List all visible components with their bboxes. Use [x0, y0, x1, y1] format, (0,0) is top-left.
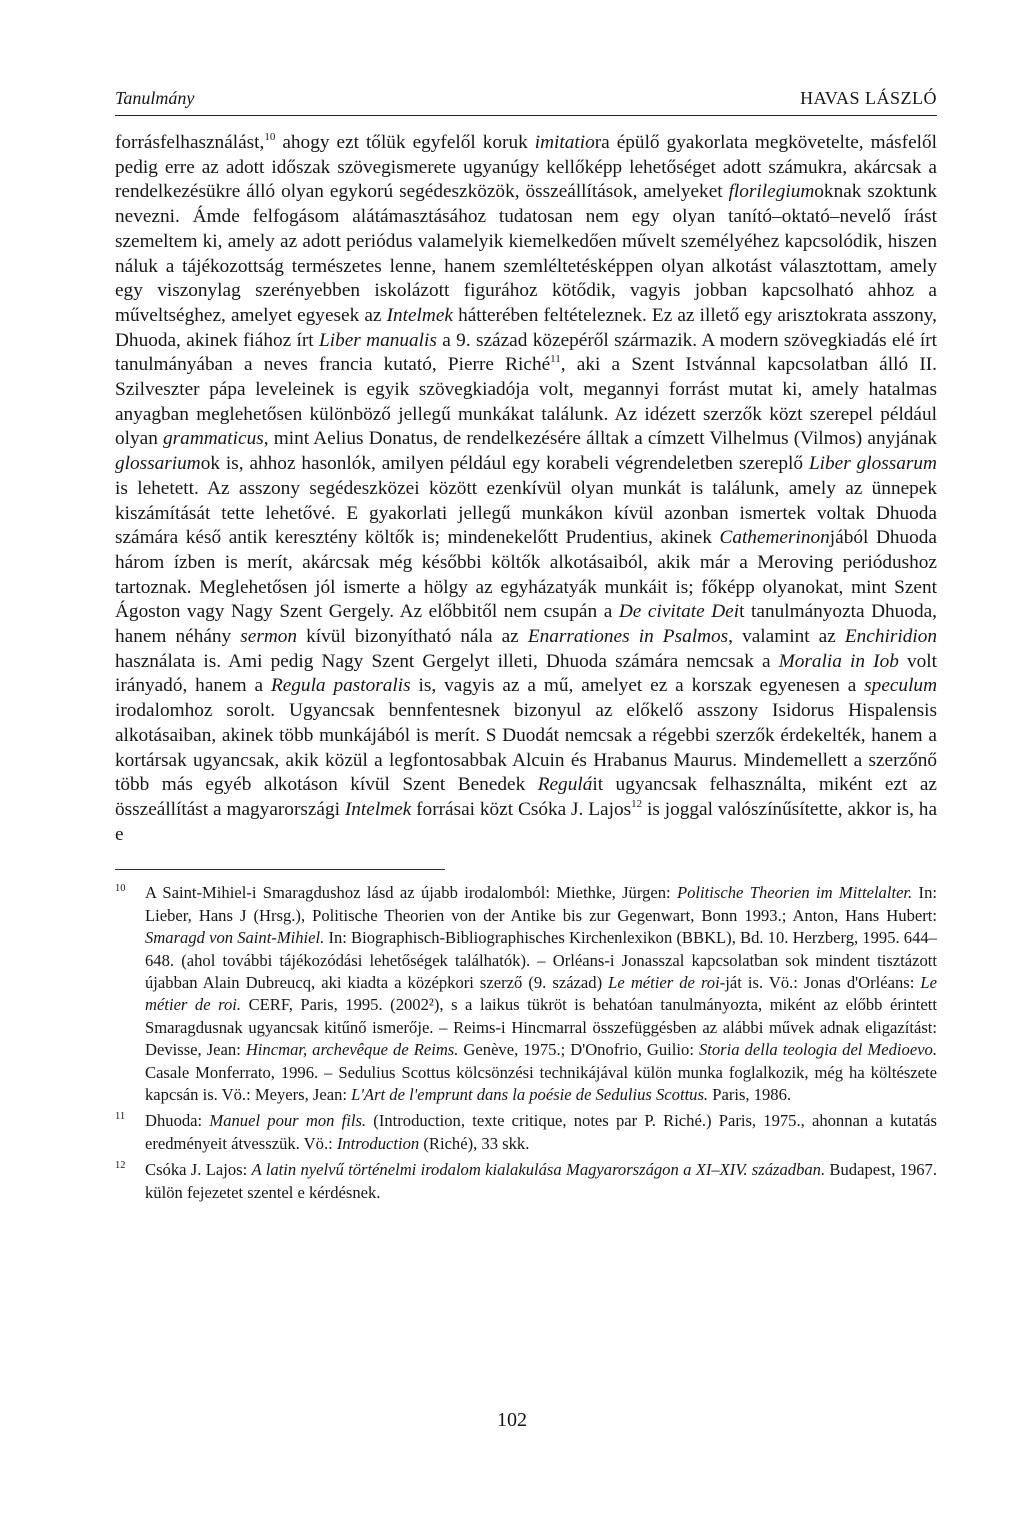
footnote-10 — [115, 882, 937, 1106]
text-run: volt irányadó, hanem a — [115, 650, 937, 697]
italic-term: speculum — [864, 675, 937, 697]
footnotes — [115, 882, 937, 1204]
text-run: t tanulmányozta Dhuoda, hanem néhány — [115, 601, 937, 648]
text-run: , aki a Szent Istvánnal kapcsolatban álló II. Szilveszter pápa leveleinek is egyik szövegkiadója volt, megannyi forrást mutat ki, amely hatalmas anyagban meglehetősen különböző jellegű munkákat találunk. Az idézett szerzők közt szerepel például olyan — [115, 354, 937, 450]
text-run: irodalomhoz sorolt. Ugyancsak bennfentesnek bizonyul az előkelő asszony Isidorus Hispalensis alkotásaiban, akinek több munkájából is merít. S Duodát nemcsak a régebbi szerzők érdekelték, hanem a kortársak ugyancsak, akik közül a legfontosabbak Alcuin és Hrabanus Maurus. Mindemellett a szerzőnő több más egyéb alkotáson kívül Szent Benedek — [115, 700, 937, 796]
italic-term: sermon — [240, 626, 298, 648]
body-paragraph — [115, 131, 937, 847]
footnote-ref-11[interactable]: 11 — [550, 353, 561, 366]
italic-title: Intelmek — [386, 304, 453, 326]
italic-title: Storia della teologia del Medioevo. — [698, 1040, 938, 1060]
italic-title: Liber manualis — [319, 329, 437, 351]
italic-title: Regulá — [537, 774, 593, 796]
text-run: Paris, 1986. — [708, 1085, 792, 1105]
footnote-number: 12 — [115, 1160, 126, 1172]
text-run: it ugyancsak felhasználta, miként ezt az összeállítást a magyarországi — [115, 774, 937, 820]
footnote-number: 11 — [115, 1111, 126, 1123]
text-run: hátterében feltételeznek. Ez az illető egy arisztokrata asszony, Dhuoda, akinek fiához írt — [115, 304, 937, 351]
text-run: CERF, Paris, 1995. (2002²), s a laikus tükröt is behatóan tanulmányozta, miként az előbb érintett Smaragdusnak ugyancsak kitűnő ismerője. – Reims-i Hincmarral összefüggésben az alábbi művek adnak eligazítást: Devisse, Jean: — [145, 995, 937, 1060]
text-run: is, vagyis az a mű, amelyet ez a korszak egyenesen a — [410, 675, 865, 697]
italic-title: Manuel pour mon fils. — [209, 1111, 367, 1131]
text-run: Csóka J. Lajos: — [145, 1160, 252, 1180]
text-run: jából Dhuoda három ízben is merít, akárcsak még későbbi költők alkotásaiból, akik már a Meroving periódushoz tartoznak. Meglehetősen jól ismerte a hölgy az egyházatyák munkáit is; főképp olyanokat, mint Szent Ágoston vagy Nagy Szent Gergely. Az előbbitől nem csupán a — [115, 527, 937, 623]
text-run: kívül bizonyítható nála az — [297, 626, 528, 648]
text-run: , valamint az — [728, 626, 845, 648]
footnote-ref-12[interactable]: 12 — [631, 797, 643, 810]
italic-term: florilegium — [728, 181, 815, 203]
text-run: -ját is. Vö.: Jonas d'Orléans: — [719, 973, 921, 993]
text-run: In: Lieber, Hans J (Hrsg.), Politische Theorien von der Antike bis zur Gegenwart, Bonn 1993.; Anton, Hans Hubert: — [145, 883, 937, 925]
italic-title: Le métier de roi. — [145, 973, 937, 1015]
author-name: HAVAS LÁSZLÓ — [800, 88, 937, 108]
italic-title: Intelmek — [344, 798, 412, 820]
italic-term: grammaticus — [163, 428, 264, 450]
text-run: forrásai közt Csóka J. Lajos — [411, 798, 632, 820]
page-content — [115, 88, 937, 1208]
text-run: a 9. század közepéről származik. A modern szövegkiadás elé írt tanulmányában a neves francia kutató, Pierre Riché — [115, 329, 938, 376]
footnote-ref-10[interactable]: 10 — [264, 131, 276, 143]
text-run: Dhuoda: — [145, 1111, 210, 1131]
text-run: ok is, ahhoz hasonlók, amilyen például egy korabeli végrendeletben szereplő — [200, 453, 809, 475]
text-run: In: Biographisch-Bibliographisches Kirchenlexikon (BBKL), Bd. 10. Herzberg, 1995. 644–648. (ahol további tájékozódási lehetőségek találhatók). – Orléans-i Jonasszal kapcsolatban sok mindent tisztázott újabban Alain Dubreucq, aki kiadta a középkori szerző (9. század) — [145, 928, 937, 993]
text-run: A Saint-Mihiel-i Smaragdushoz lásd az újabb irodalomból: Miethke, Jürgen: — [145, 883, 677, 903]
italic-title: L'Art de l'emprunt dans la poésie de Sedulius Scottus. — [351, 1085, 709, 1105]
text-run: , mint Aelius Donatus, de rendelkezésére álltak a címzett Vilhelmus (Vilmos) anyjának — [263, 428, 937, 450]
footnote-11 — [115, 1110, 937, 1155]
footnote-divider — [115, 869, 445, 870]
italic-title: Moralia in Iob — [778, 650, 899, 672]
italic-title: Cathemerinon — [719, 527, 830, 549]
running-head — [115, 88, 937, 116]
italic-term: glossarium — [115, 453, 201, 475]
footnote-number: 10 — [115, 883, 126, 895]
text-run: is lehetett. Az asszony segédeszközei között ezenkívül olyan munkát is találunk, amely az ünnepek kiszámítását tette lehetővé. E gyakorlati jellegű munkákon kívül azonban ismertek voltak Dhuoda számára késő antik keresztény költők is; mindenekelőtt Prudentius, akinek — [115, 477, 937, 549]
italic-title: Hincmar, archevêque de Reims. — [245, 1040, 459, 1060]
text-run: ahogy ezt tőlük egyfelől koruk — [275, 132, 535, 153]
text-run: ra épülő gyakorlata megkövetelte, másfelől pedig erre az adott időszak szövegismerete ugyanúgy kellőképp lehetőséget adott számukra, akárcsak a rendelkezésükre álló olyan egykorú segédeszközök, összeállítások, amelyeket — [115, 132, 938, 203]
italic-term: imitatio — [534, 132, 595, 153]
italic-title: Smaragd von Saint-Mihiel. — [145, 928, 325, 948]
italic-title: Politische Theorien im Mittelalter. — [677, 883, 913, 903]
text-run: Genève, 1975.; D'Onofrio, Guilio: — [458, 1040, 699, 1060]
text-run: Budapest, 1967. külön fejezetet szentel e kérdésnek. — [145, 1160, 937, 1202]
italic-title: Le métier de roi — [608, 973, 720, 993]
italic-title: Enchiridion — [844, 626, 938, 648]
text-run: (Riché), 33 skk. — [419, 1133, 530, 1153]
text-run: oknak szoktunk nevezni. Ámde felfogásom alátámasztásához tudatosan nem egy olyan tanító–oktató–nevelő írást szemeltem ki, amely az adott periódus valamelyik kiemelkedően művelt személyéhez kapcsolódik, hiszen náluk a tájékozottság természetes lenne, hanem szemléltetésképpen olyan alkotást választottam, amely egy viszonylag szerényebben iskolázott figurához kötődik, vagyis jobban kapcsolható ahhoz a műveltséghez, amelyet egyesek az — [115, 181, 937, 326]
text-run: használata is. Ami pedig Nagy Szent Gergelyt illeti, Dhuoda számára nemcsak a — [115, 650, 779, 672]
text-run: is joggal valószínűsítette, akkor is, ha e — [115, 798, 937, 845]
footnote-12 — [115, 1159, 937, 1204]
italic-title: Regula pastoralis — [270, 675, 411, 697]
italic-title: Introduction — [336, 1133, 420, 1153]
italic-title: De civitate Dei — [618, 601, 740, 623]
text-run: Casale Monferrato, 1996. – Sedulius Scottus kölcsönzési technikájával külön munka foglalkozik, még ha költészete kapcsán is. Vö.: Meyers, Jean: — [145, 1062, 937, 1105]
section-title: Tanulmány — [115, 88, 195, 108]
italic-title: Liber glossarum — [808, 453, 937, 475]
italic-title: A latin nyelvű történelmi irodalom kialakulása Magyarországon a XI–XIV. században. — [251, 1160, 826, 1180]
page-number: 102 — [497, 1409, 527, 1431]
text-run: (Introduction, texte critique, notes par P. Riché.) Paris, 1975., ahonnan a kutatás eredményeit átvesszük. Vö.: — [145, 1111, 937, 1153]
italic-title: Enarrationes in Psalmos — [527, 626, 729, 648]
text-run: forrásfelhasználást, — [115, 132, 265, 153]
